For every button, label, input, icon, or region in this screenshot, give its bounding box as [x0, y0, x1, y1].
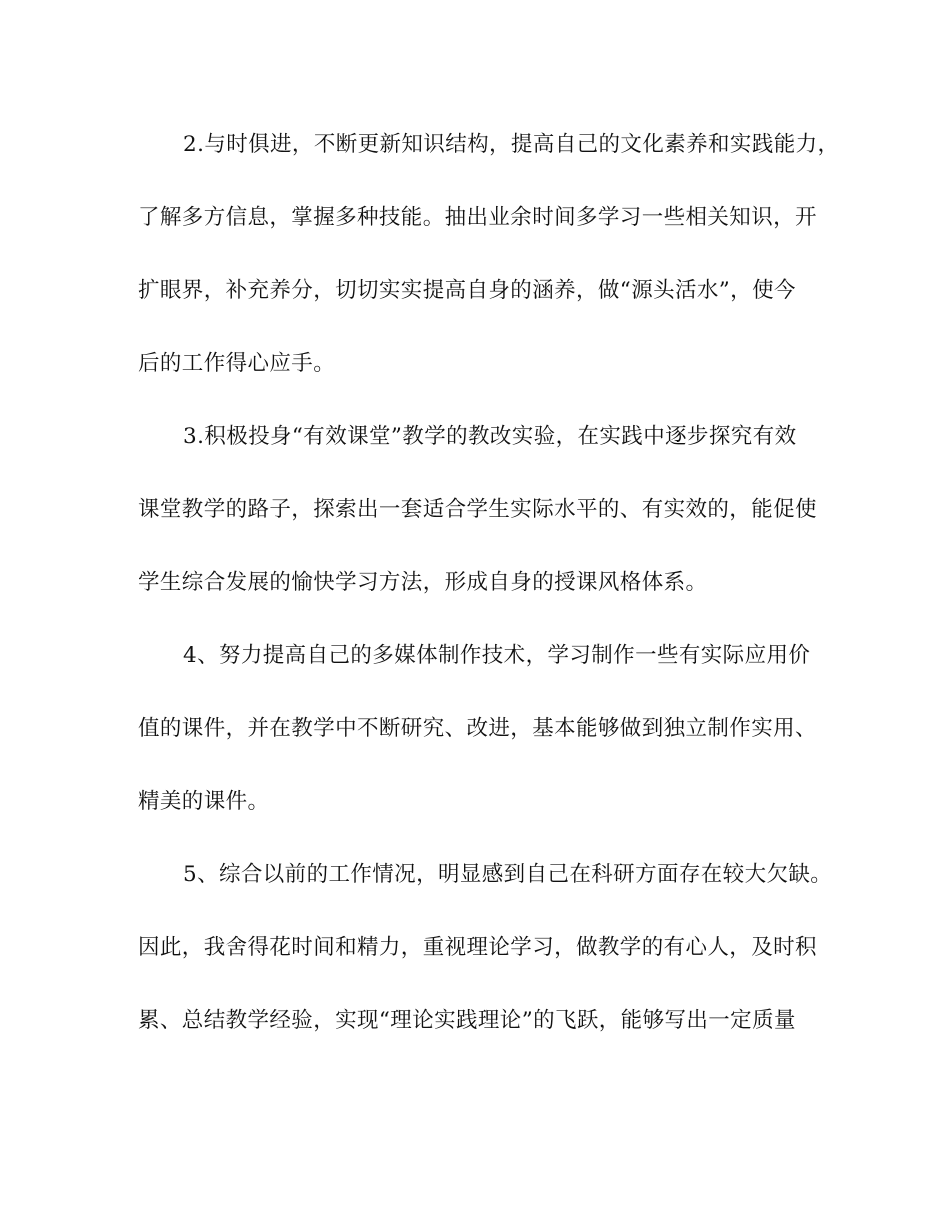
text-line: 后的工作得心应手。	[138, 351, 336, 376]
text-line: 值的课件，并在教学中不断研究、改进，基本能够做到独立制作实用、	[138, 716, 817, 741]
text-line: 学生综合发展的愉快学习方法，形成自身的授课风格体系。	[138, 570, 708, 595]
text-line: 累、总结教学经验，实现“理论实践理论”的飞跃，能够写出一定质量	[138, 1008, 796, 1033]
text-line: 3.积极投身“有效课堂”教学的教改实验，在实践中逐步探究有效	[183, 424, 797, 449]
text-line: 4、努力提高自己的多媒体制作技术，学习制作一些有实际应用价	[183, 643, 811, 668]
text-line: 5、综合以前的工作情况，明显感到自己在科研方面存在较大欠缺。	[183, 862, 833, 887]
text-line: 扩眼界，补充养分，切切实实提高自身的涵养，做“源头活水”，使今	[138, 278, 796, 303]
text-line: 因此，我舍得花时间和精力，重视理论学习，做教学的有心人，及时积	[138, 935, 817, 960]
text-line: 2.与时俱进，不断更新知识结构，提高自己的文化素养和实践能力，	[183, 132, 840, 157]
text-line: 课堂教学的路子，探索出一套适合学生实际水平的、有实效的，能促使	[138, 497, 817, 522]
text-line: 了解多方信息，掌握多种技能。抽出业余时间多学习一些相关知识，开	[138, 205, 817, 230]
text-line: 精美的课件。	[138, 789, 270, 814]
